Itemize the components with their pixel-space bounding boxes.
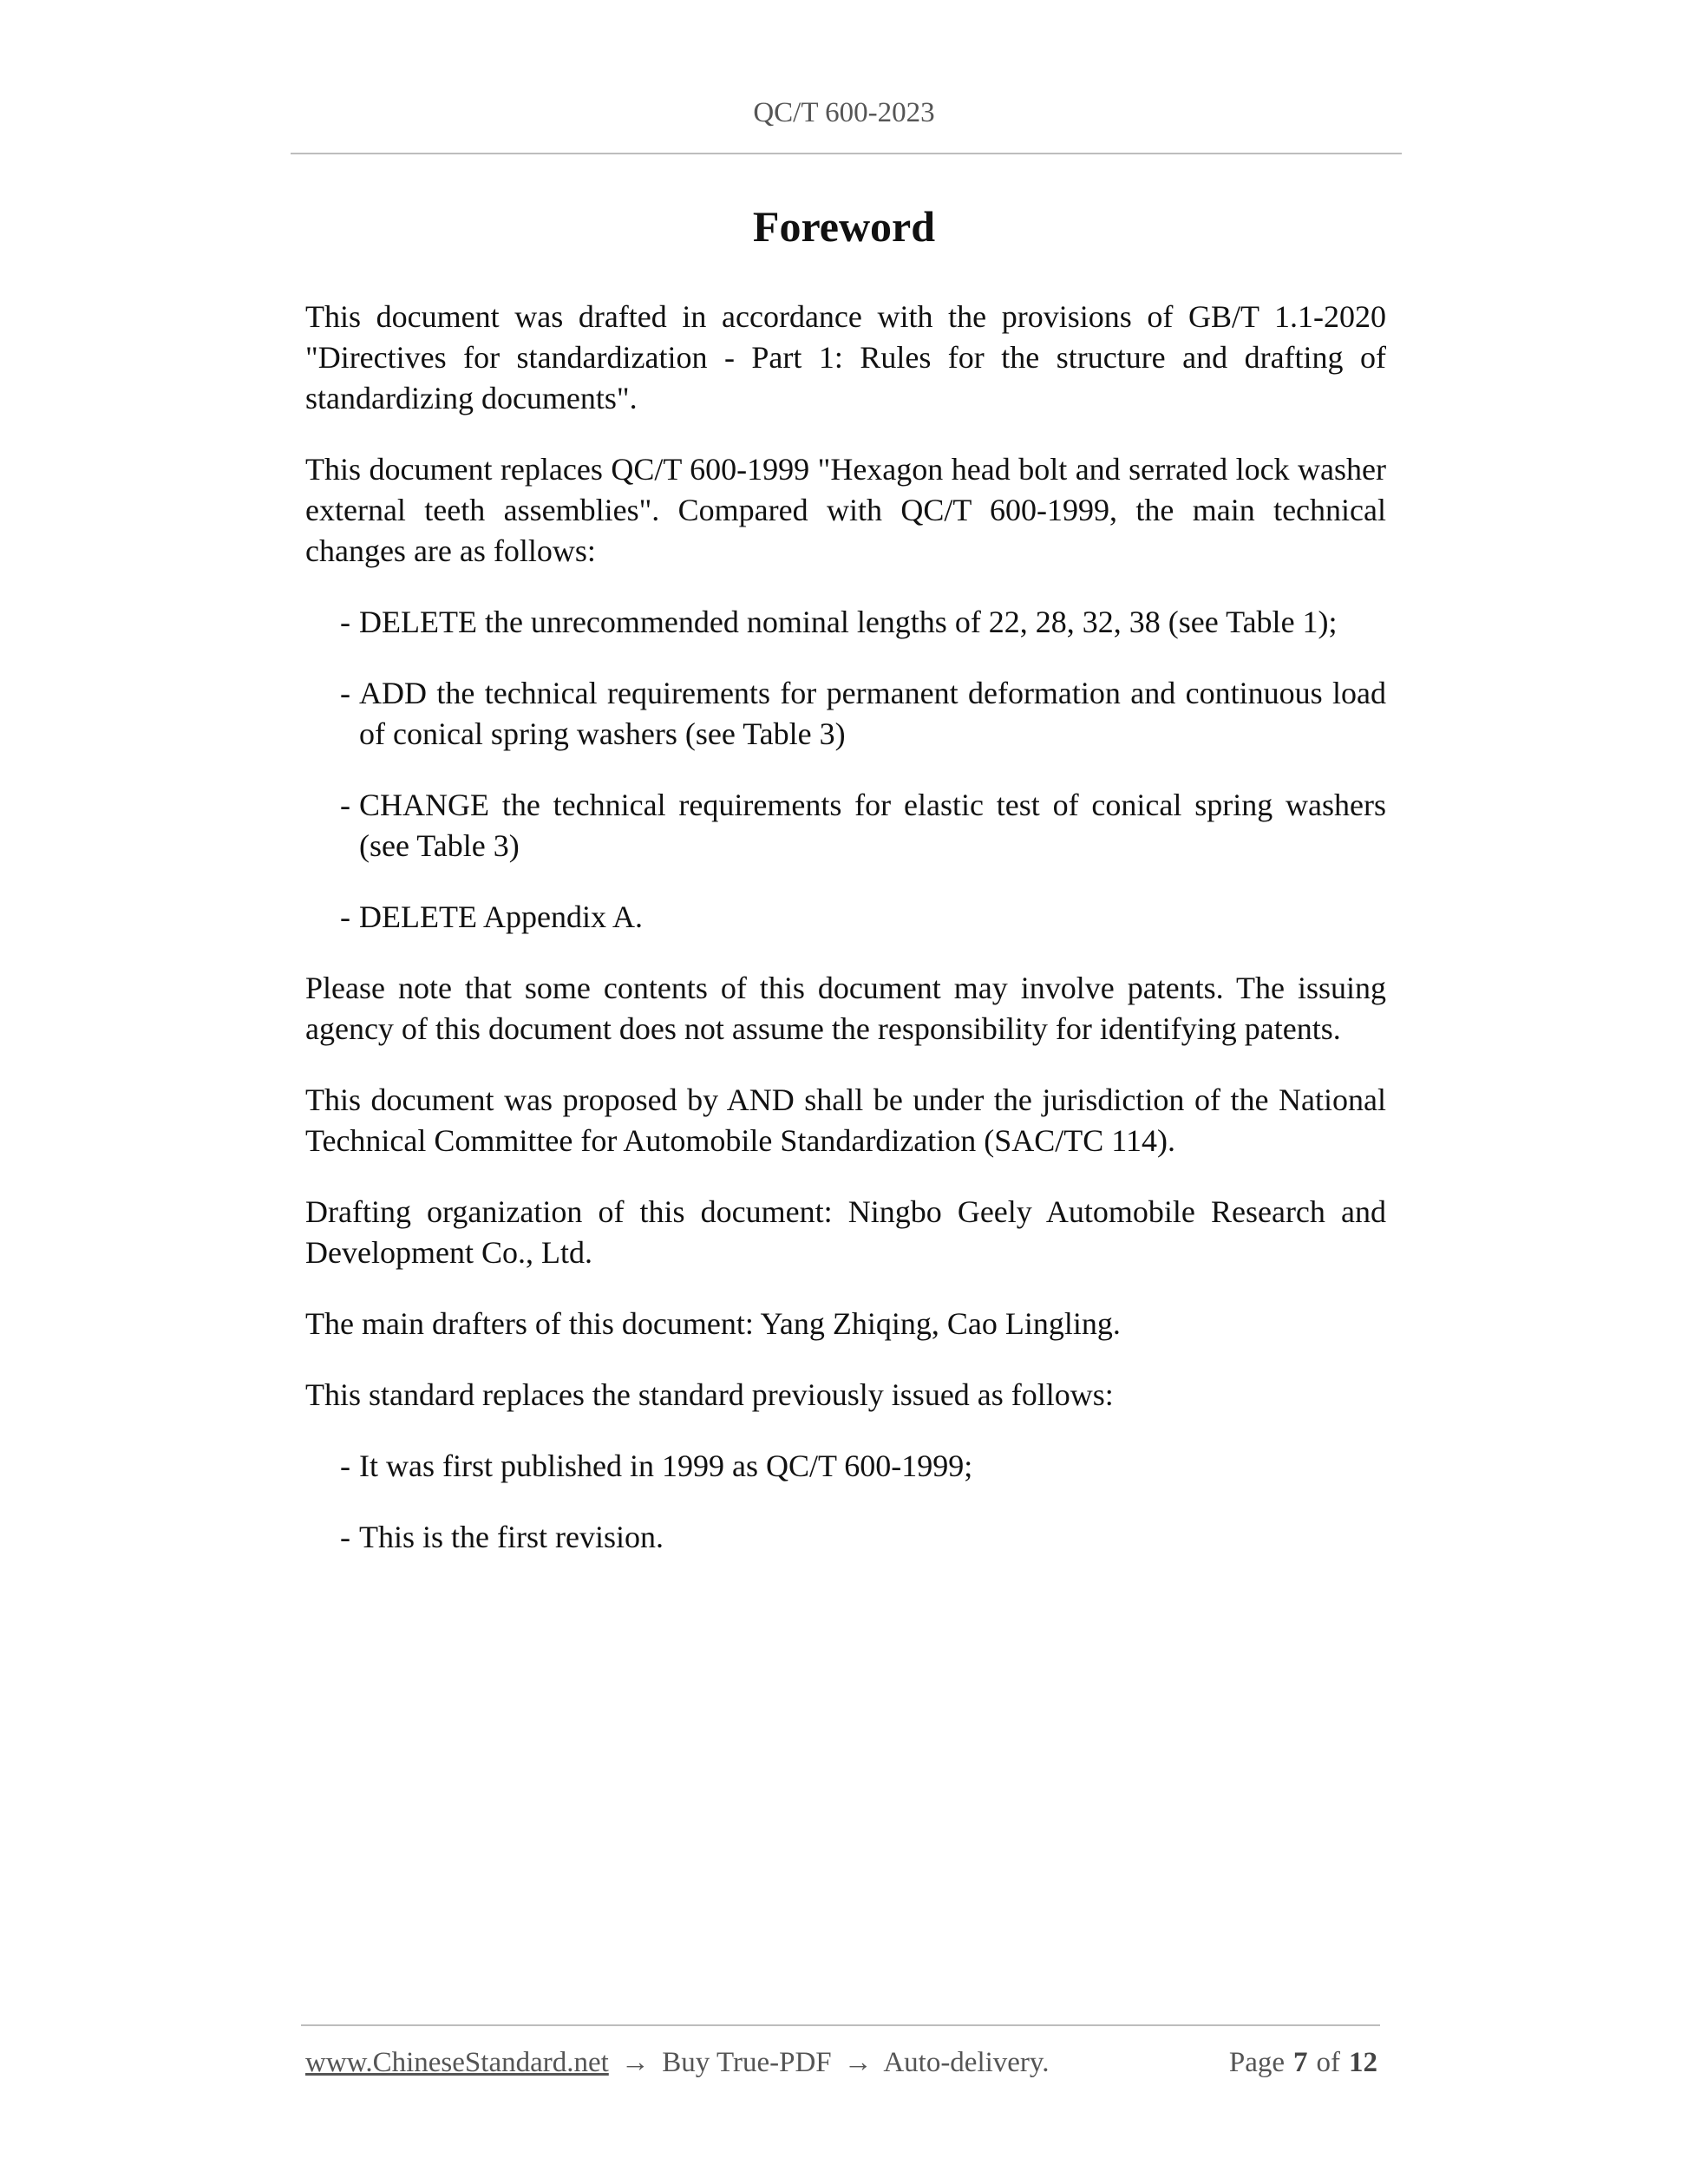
list-item-history [305, 1517, 1386, 1558]
page-footer [305, 2047, 1377, 2087]
list-dash: - [340, 1520, 350, 1554]
of-label: of [1316, 2047, 1340, 2078]
page-indicator [1229, 2047, 1377, 2079]
list-item-change [305, 897, 1386, 938]
header-doc-code: QC/T 600-2023 [753, 97, 935, 128]
list-item-text: DELETE Appendix A. [359, 899, 643, 934]
list-item-text: This is the first revision. [359, 1520, 664, 1554]
list-dash: - [340, 605, 350, 639]
foreword-body [305, 297, 1386, 1588]
list-item-text: It was first published in 1999 as QC/T 600-1999; [359, 1448, 973, 1483]
list-item-change [305, 602, 1386, 643]
list-item-change [305, 673, 1386, 755]
list-dash: - [340, 1448, 350, 1483]
page-total: 12 [1349, 2047, 1377, 2078]
paragraph-replacement: This document replaces QC/T 600-1999 "Hexagon head bolt and serrated lock washer external teeth assemblies". Compared with QC/T 600-1999, the main technical changes are as follows: [305, 452, 1386, 568]
page-current: 7 [1293, 2047, 1308, 2078]
page-title: Foreword [752, 202, 936, 251]
website-link[interactable]: www.ChineseStandard.net [305, 2047, 609, 2078]
list-item-history [305, 1446, 1386, 1487]
arrow-right-icon: → [621, 2047, 651, 2078]
list-item-text: DELETE the unrecommended nominal lengths of 22, 28, 32, 38 (see Table 1); [359, 605, 1338, 639]
footer-divider [301, 2024, 1380, 2026]
list-item-text: ADD the technical requirements for permanent deformation and continuous load of conical spring washers (see Table 3) [359, 676, 1386, 751]
arrow-right-icon: → [843, 2047, 873, 2078]
list-item-change [305, 785, 1386, 866]
paragraph-drafting-rules: This document was drafted in accordance with the provisions of GB/T 1.1-2020 "Directives for standardization - Part 1: Rules for the structure and drafting of standardizing documents". [305, 299, 1386, 415]
list-dash: - [340, 899, 350, 934]
paragraph-patents: Please note that some contents of this document may involve patents. The issuing agency of this document does not assume the responsibility for identifying patents. [305, 971, 1386, 1046]
list-dash: - [340, 788, 350, 822]
paragraph-drafters: The main drafters of this document: Yang Zhiqing, Cao Lingling. [305, 1306, 1121, 1341]
paragraph-jurisdiction: This document was proposed by AND shall be under the jurisdiction of the National Technical Committee for Automobile Standardization (SAC/TC 114). [305, 1082, 1386, 1158]
page-label: Page [1228, 2047, 1285, 2078]
paragraph-history-intro: This standard replaces the standard previously issued as follows: [305, 1377, 1114, 1412]
auto-delivery-text: Auto-delivery. [883, 2047, 1050, 2078]
paragraph-drafting-organization: Drafting organization of this document: Ningbo Geely Automobile Research and Development Co., Ltd. [305, 1194, 1386, 1270]
header-divider [291, 153, 1402, 154]
buy-true-pdf-text: Buy True-PDF [662, 2047, 832, 2078]
list-dash: - [340, 676, 350, 710]
list-item-text: CHANGE the technical requirements for elastic test of conical spring washers (see Table 3) [359, 788, 1386, 863]
footer-promo [305, 2047, 1050, 2079]
